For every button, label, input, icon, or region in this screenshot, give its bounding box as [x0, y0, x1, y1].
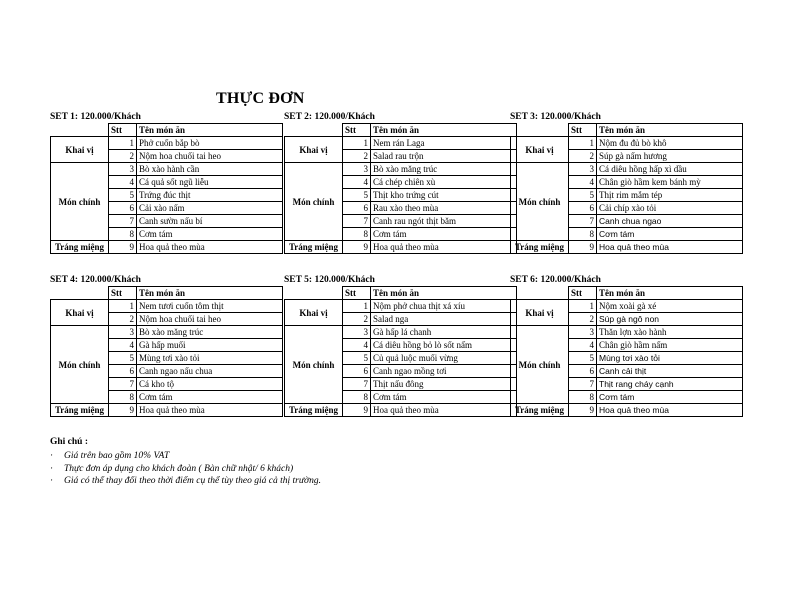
dish-name: Củ quả luộc muối vừng: [371, 352, 517, 365]
item-number: 7: [109, 215, 137, 228]
dish-name: Cải xào nấm: [137, 202, 283, 215]
item-number: 1: [343, 137, 371, 150]
menu-set-3: [510, 111, 742, 254]
dish-name: Gà hấp muối: [137, 339, 283, 352]
item-number: 8: [109, 391, 137, 404]
dish-name: Mùng tơi xào tỏi: [137, 352, 283, 365]
table-header-row: [51, 124, 283, 137]
item-number: 2: [343, 150, 371, 163]
menu-table: [50, 123, 283, 254]
header-blank: [285, 287, 343, 300]
item-number: 7: [343, 215, 371, 228]
dish-name: Canh chua ngao: [597, 215, 743, 228]
item-number: 2: [109, 150, 137, 163]
dish-name: Cá kho tộ: [137, 378, 283, 391]
table-row: [285, 326, 517, 339]
category-dessert: Tráng miệng: [51, 241, 109, 254]
dish-name: Hoa quả theo mùa: [371, 241, 517, 254]
table-header-row: [285, 287, 517, 300]
item-number: 1: [109, 137, 137, 150]
category-main: Món chính: [51, 326, 109, 404]
item-number: 6: [569, 365, 597, 378]
menu-set-5: [284, 274, 516, 417]
dish-name: Nem tươi cuốn tôm thịt: [137, 300, 283, 313]
header-blank: [511, 287, 569, 300]
column-header-stt: Stt: [343, 287, 371, 300]
dish-name: Thăn lợn xào hành: [597, 326, 743, 339]
category-starter: Khai vị: [51, 300, 109, 326]
table-row: [51, 404, 283, 417]
item-number: 6: [109, 202, 137, 215]
item-number: 7: [343, 378, 371, 391]
category-main: Món chính: [511, 163, 569, 241]
column-header-dish: Tên món ăn: [137, 124, 283, 137]
dish-name: Nộm hoa chuối tai heo: [137, 150, 283, 163]
table-row: [285, 163, 517, 176]
notes: [50, 437, 321, 489]
category-main: Món chính: [285, 326, 343, 404]
category-main: Món chính: [511, 326, 569, 404]
table-row: [285, 137, 517, 150]
item-number: 8: [109, 228, 137, 241]
dish-name: Nộm xoài gà xé: [597, 300, 743, 313]
dish-name: Súp gà nấm hương: [597, 150, 743, 163]
dish-name: Thịt rim mắm tép: [597, 189, 743, 202]
dish-name: Thịt kho trứng cút: [371, 189, 517, 202]
dish-name: Chân giò hầm nấm: [597, 339, 743, 352]
table-row: [285, 404, 517, 417]
table-row: [51, 326, 283, 339]
category-starter: Khai vị: [285, 300, 343, 326]
table-row: [51, 137, 283, 150]
dish-name: Cơm tám: [371, 391, 517, 404]
dish-name: Chân giò hầm kem bánh mỳ: [597, 176, 743, 189]
dish-name: Súp gà ngô non: [597, 313, 743, 326]
item-number: 9: [569, 241, 597, 254]
item-number: 4: [343, 176, 371, 189]
table-header-row: [285, 124, 517, 137]
item-number: 4: [343, 339, 371, 352]
item-number: 4: [569, 339, 597, 352]
set-label: SET 4: 120.000/Khách: [50, 275, 141, 285]
set-label: SET 3: 120.000/Khách: [510, 112, 601, 122]
dish-name: Salad nga: [371, 313, 517, 326]
dish-name: Gà hấp lá chanh: [371, 326, 517, 339]
column-header-stt: Stt: [569, 287, 597, 300]
category-starter: Khai vị: [511, 137, 569, 163]
category-main: Món chính: [51, 163, 109, 241]
menu-set-1: [50, 111, 282, 254]
item-number: 8: [343, 228, 371, 241]
item-number: 3: [109, 163, 137, 176]
item-number: 2: [569, 150, 597, 163]
item-number: 1: [109, 300, 137, 313]
dish-name: Bò xào măng trúc: [371, 163, 517, 176]
item-number: 2: [343, 313, 371, 326]
item-number: 9: [343, 241, 371, 254]
table-header-row: [511, 287, 743, 300]
item-number: 4: [569, 176, 597, 189]
dish-name: Hoa quả theo mùa: [137, 241, 283, 254]
page-title: THỰC ĐƠN: [216, 90, 305, 107]
column-header-stt: Stt: [569, 124, 597, 137]
category-main: Món chính: [285, 163, 343, 241]
dish-name: Cá diêu hồng hấp xì dầu: [597, 163, 743, 176]
dish-name: Salad rau trộn: [371, 150, 517, 163]
menu-table: [50, 286, 283, 417]
dish-name: Rau xào theo mùa: [371, 202, 517, 215]
table-row: [51, 241, 283, 254]
table-row: [511, 300, 743, 313]
dish-name: Trứng đúc thịt: [137, 189, 283, 202]
item-number: 7: [109, 378, 137, 391]
item-number: 5: [109, 352, 137, 365]
item-number: 7: [569, 378, 597, 391]
item-number: 9: [109, 404, 137, 417]
item-number: 4: [109, 339, 137, 352]
item-number: 5: [569, 189, 597, 202]
dish-name: Hoa quả theo mùa: [597, 241, 743, 254]
dish-name: Hoa quả theo mùa: [371, 404, 517, 417]
header-blank: [511, 124, 569, 137]
header-blank: [51, 287, 109, 300]
set-label: SET 6: 120.000/Khách: [510, 275, 601, 285]
menu-set-4: [50, 274, 282, 417]
dish-name: Cải chíp xào tỏi: [597, 202, 743, 215]
item-number: 6: [569, 202, 597, 215]
item-number: 4: [109, 176, 137, 189]
item-number: 5: [343, 189, 371, 202]
item-number: 5: [569, 352, 597, 365]
column-header-stt: Stt: [109, 124, 137, 137]
item-number: 3: [343, 326, 371, 339]
header-blank: [285, 124, 343, 137]
set-label: SET 1: 120.000/Khách: [50, 112, 141, 122]
dish-name: Canh ngao nấu chua: [137, 365, 283, 378]
table-row: [285, 241, 517, 254]
item-number: 5: [109, 189, 137, 202]
dish-name: Thịt nấu đông: [371, 378, 517, 391]
item-number: 6: [109, 365, 137, 378]
menu-table: [510, 286, 743, 417]
dish-name: Phở cuốn bắp bò: [137, 137, 283, 150]
item-number: 6: [343, 365, 371, 378]
dish-name: Cá quả sốt ngũ liễu: [137, 176, 283, 189]
item-number: 7: [569, 215, 597, 228]
table-header-row: [51, 287, 283, 300]
column-header-stt: Stt: [109, 287, 137, 300]
set-label: SET 5: 120.000/Khách: [284, 275, 375, 285]
note-item: · Giá có thể thay đổi theo thời điểm cụ thể tùy theo giá cả thị trường.: [50, 476, 321, 486]
item-number: 9: [569, 404, 597, 417]
column-header-dish: Tên món ăn: [371, 124, 517, 137]
dish-name: Cá diêu hồng bỏ lò sốt nấm: [371, 339, 517, 352]
dish-name: Cơm tám: [597, 391, 743, 404]
item-number: 3: [569, 326, 597, 339]
dish-name: Cơm tám: [371, 228, 517, 241]
item-number: 2: [109, 313, 137, 326]
category-starter: Khai vị: [51, 137, 109, 163]
item-number: 6: [343, 202, 371, 215]
column-header-dish: Tên món ăn: [371, 287, 517, 300]
item-number: 2: [569, 313, 597, 326]
item-number: 9: [343, 404, 371, 417]
column-header-dish: Tên món ăn: [597, 124, 743, 137]
column-header-dish: Tên món ăn: [597, 287, 743, 300]
category-dessert: Tráng miệng: [285, 241, 343, 254]
dish-name: Nộm phở chua thịt xá xíu: [371, 300, 517, 313]
table-row: [511, 241, 743, 254]
dish-name: Cá chép chiên xù: [371, 176, 517, 189]
item-number: 5: [343, 352, 371, 365]
dish-name: Canh cải thịt: [597, 365, 743, 378]
item-number: 3: [109, 326, 137, 339]
table-row: [51, 300, 283, 313]
menu-table: [510, 123, 743, 254]
item-number: 8: [343, 391, 371, 404]
menu-set-2: [284, 111, 516, 254]
table-row: [285, 300, 517, 313]
item-number: 1: [343, 300, 371, 313]
menu-table: [284, 286, 517, 417]
item-number: 8: [569, 228, 597, 241]
note-item: · Giá trên bao gồm 10% VAT: [50, 451, 170, 461]
dish-name: Hoa quả theo mùa: [597, 404, 743, 417]
menu-table: [284, 123, 517, 254]
table-row: [511, 404, 743, 417]
column-header-stt: Stt: [343, 124, 371, 137]
category-starter: Khai vị: [511, 300, 569, 326]
dish-name: Cơm tám: [597, 228, 743, 241]
item-number: 3: [569, 163, 597, 176]
category-dessert: Tráng miệng: [51, 404, 109, 417]
dish-name: Nộm đu đủ bò khô: [597, 137, 743, 150]
dish-name: Cơm tám: [137, 228, 283, 241]
item-number: 3: [343, 163, 371, 176]
header-blank: [51, 124, 109, 137]
item-number: 1: [569, 300, 597, 313]
dish-name: Nem rán Laga: [371, 137, 517, 150]
category-starter: Khai vị: [285, 137, 343, 163]
dish-name: Canh rau ngót thịt băm: [371, 215, 517, 228]
dish-name: Mùng tơi xào tỏi: [597, 352, 743, 365]
dish-name: Bò xào hành cần: [137, 163, 283, 176]
table-row: [511, 163, 743, 176]
category-dessert: Tráng miệng: [511, 404, 569, 417]
notes-heading: Ghi chú :: [50, 437, 89, 447]
set-label: SET 2: 120.000/Khách: [284, 112, 375, 122]
dish-name: Canh sườn nấu bí: [137, 215, 283, 228]
item-number: 1: [569, 137, 597, 150]
note-item: · Thực đơn áp dụng cho khách đoàn ( Bàn chữ nhật/ 6 khách): [50, 463, 294, 474]
category-dessert: Tráng miệng: [285, 404, 343, 417]
table-header-row: [511, 124, 743, 137]
item-number: 9: [109, 241, 137, 254]
column-header-dish: Tên món ăn: [137, 287, 283, 300]
dish-name: Thịt rang cháy cạnh: [597, 378, 743, 391]
table-row: [511, 326, 743, 339]
menu-set-6: [510, 274, 742, 417]
dish-name: Hoa quả theo mùa: [137, 404, 283, 417]
category-dessert: Tráng miệng: [511, 241, 569, 254]
dish-name: Cơm tám: [137, 391, 283, 404]
dish-name: Bò xào măng trúc: [137, 326, 283, 339]
table-row: [51, 163, 283, 176]
table-row: [511, 137, 743, 150]
dish-name: Nộm hoa chuối tai heo: [137, 313, 283, 326]
dish-name: Canh ngao mồng tơi: [371, 365, 517, 378]
item-number: 8: [569, 391, 597, 404]
